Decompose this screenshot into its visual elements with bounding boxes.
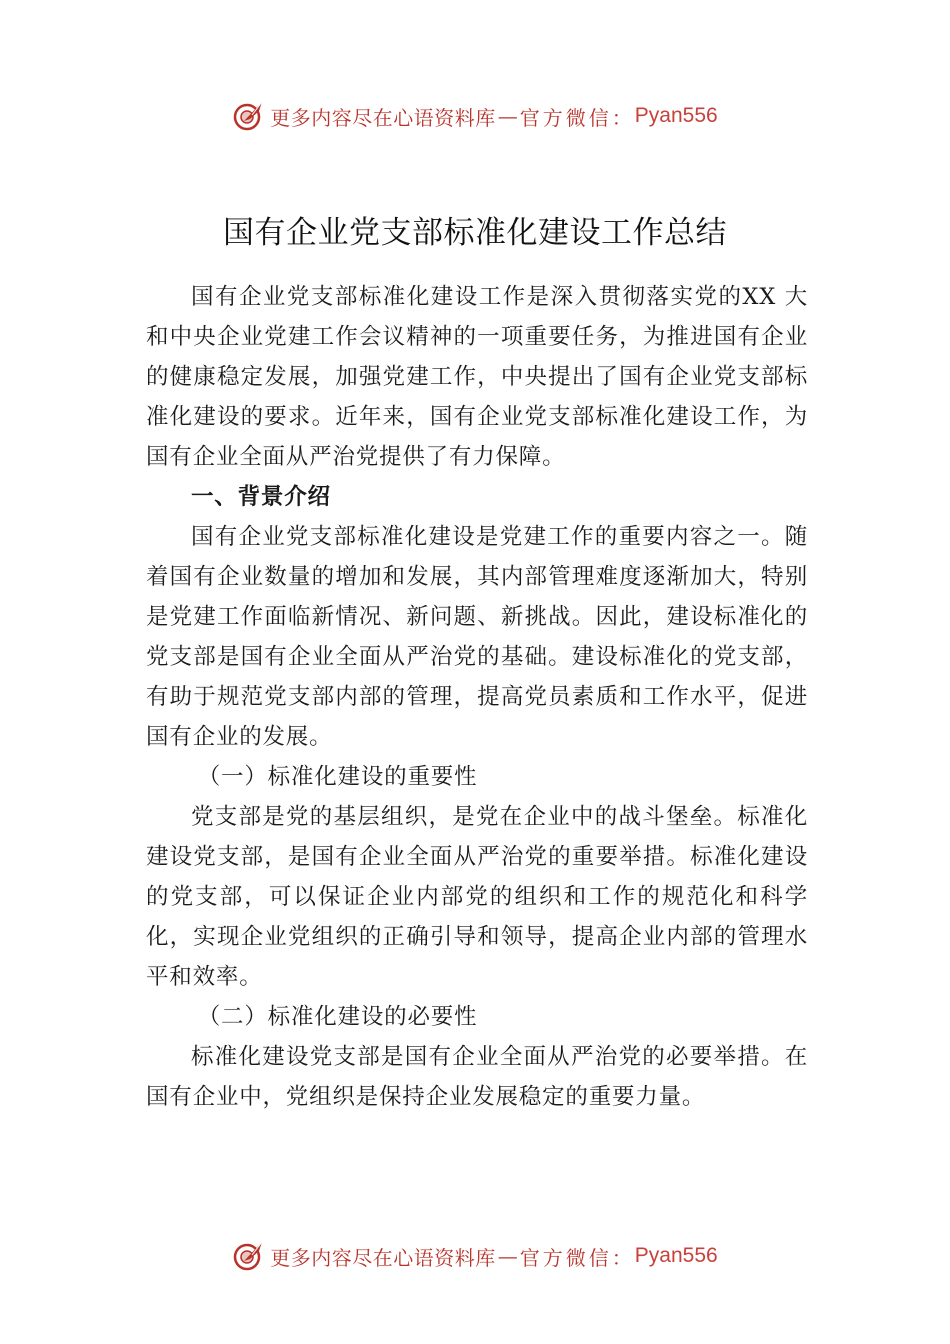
subsection-heading-necessity: （二）标准化建设的必要性 [197, 1004, 478, 1030]
subsection-heading-importance: （一）标准化建设的重要性 [197, 764, 478, 790]
footer-site-text: 更多内容尽在心语资料库 [270, 1245, 496, 1270]
banner-wechat-label: 官方微信： [519, 105, 635, 130]
document-title: 国有企业党支部标准化建设工作总结 [223, 214, 727, 251]
importance-paragraph: 党支部是党的基层组织，是党在企业中的战斗堡垒。标准化建设党支部，是国有企业全面从严治党的重要举措。标准化建设的党支部，可以保证企业内部党的组织和工作的规范化和科学化，实现企业党组织的正确引导和领导，提高企业内部的管理水平和效率。 [146, 804, 808, 990]
necessity-paragraph: 标准化建设党支部是国有企业全面从严治党的必要举措。在国有企业中，党组织是保持企业发展稳定的重要力量。 [146, 1044, 808, 1110]
footer-dash: — [497, 1244, 518, 1268]
header-banner [0, 96, 950, 136]
quill-logo-icon [232, 1239, 266, 1273]
footer-wechat-id: Pyan556 [634, 1244, 718, 1267]
banner-dash: — [497, 104, 518, 128]
intro-paragraph: 国有企业党支部标准化建设工作是深入贯彻落实党的XX 大和中央企业党建工作会议精神的一项重要任务，为推进国有企业的健康稳定发展，加强党建工作，中央提出了国有企业党支部标准化建设的要求。近年来，国有企业党支部标准化建设工作，为国有企业全面从严治党提供了有力保障。 [146, 284, 808, 470]
document-body [146, 277, 808, 1117]
background-paragraph: 国有企业党支部标准化建设是党建工作的重要内容之一。随着国有企业数量的增加和发展，其内部管理难度逐渐加大，特别是党建工作面临新情况、新问题、新挑战。因此，建设标准化的党支部是国有企业全面从严治党的基础。建设标准化的党支部，有助于规范党支部内部的管理，提高党员素质和工作水平，促进国有企业的发展。 [146, 524, 808, 750]
banner-wechat-id: Pyan556 [634, 104, 718, 127]
banner-site-text: 更多内容尽在心语资料库 [270, 105, 496, 130]
quill-logo-icon [232, 99, 266, 133]
footer-banner [0, 1236, 950, 1276]
section-heading-background: 一、背景介绍 [191, 484, 331, 510]
footer-wechat-label: 官方微信： [519, 1245, 635, 1270]
